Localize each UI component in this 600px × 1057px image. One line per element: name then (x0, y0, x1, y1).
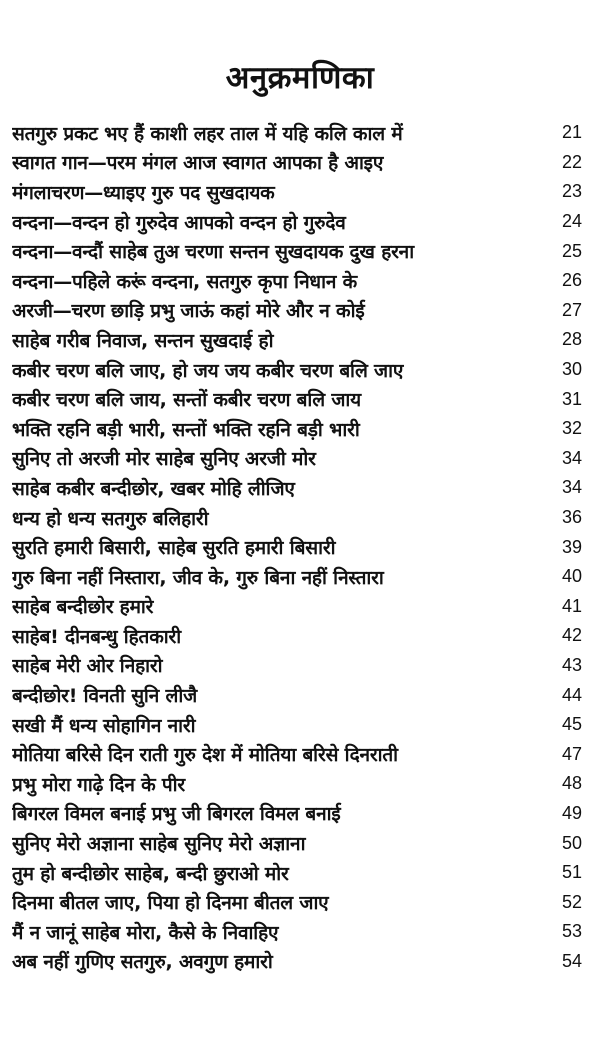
toc-entry-page-number: 34 (561, 447, 582, 468)
toc-entry-title: दिनमा बीतल जाए, पिया हो दिनमा बीतल जाए (12, 892, 329, 915)
toc-entry-page-number: 27 (561, 299, 582, 320)
toc-entry (12, 828, 588, 858)
toc-entry-page-number: 31 (561, 388, 582, 409)
toc-entry (12, 621, 588, 651)
toc-entry-page-number: 41 (561, 595, 582, 616)
toc-entry (12, 414, 588, 444)
toc-entry (12, 118, 588, 148)
toc-entry-page-number: 26 (561, 270, 582, 291)
toc-entry-title: मोतिया बरिसे दिन राती गुरु देश में मोतिया बरिसे दिनराती (12, 744, 398, 767)
toc-entry-page-number: 48 (561, 773, 582, 794)
toc-entry-title: मैं न जानूं साहेब मोरा, कैसे के निवाहिए (12, 921, 279, 944)
toc-entry (12, 858, 588, 888)
toc-entry-title: सतगुरु प्रकट भए हैं काशी लहर ताल में यहि कलि काल में (12, 122, 403, 145)
toc-entry (12, 325, 588, 355)
toc-entry-title: साहेब कबीर बन्दीछोर, खबर मोहि लीजिए (12, 477, 295, 500)
toc-entry-title: अब नहीं गुणिए सतगुरु, अवगुण हमारो (12, 951, 273, 974)
toc-entry (12, 355, 588, 385)
toc-entry-page-number: 42 (561, 625, 582, 646)
toc-entry-page-number: 22 (561, 151, 582, 172)
toc-entry-page-number: 25 (561, 240, 582, 261)
toc-entry-title: साहेब मेरी ओर निहारो (12, 655, 163, 678)
toc-entry-title: भक्ति रहनि बड़ी भारी, सन्तों भक्ति रहनि बड़ी भारी (12, 418, 360, 441)
toc-entry-title: सुरति हमारी बिसारी, साहेब सुरति हमारी बिसारी (12, 537, 336, 560)
table-of-contents (12, 118, 588, 976)
toc-entry (12, 266, 588, 296)
toc-entry-title: कबीर चरण बलि जाए, हो जय जय कबीर चरण बलि जाए (12, 359, 404, 382)
toc-entry-title: बन्दीछोर! विनती सुनि लीजै (12, 685, 198, 708)
toc-entry-page-number: 43 (561, 654, 582, 675)
toc-entry-page-number: 40 (561, 566, 582, 587)
toc-entry (12, 592, 588, 622)
toc-entry-title: साहेब! दीनबन्धु हितकारी (12, 625, 181, 648)
toc-entry-page-number: 34 (561, 477, 582, 498)
toc-entry-page-number: 54 (561, 950, 582, 971)
toc-entry-page-number: 30 (561, 359, 582, 380)
toc-entry-page-number: 53 (561, 921, 582, 942)
toc-entry (12, 739, 588, 769)
toc-entry-title: गुरु बिना नहीं निस्तारा, जीव के, गुरु बिना नहीं निस्तारा (12, 566, 384, 589)
toc-entry (12, 917, 588, 947)
toc-entry-page-number: 21 (561, 122, 582, 143)
toc-entry-title: स्वागत गान—परम मंगल आज स्वागत आपका है आइए (12, 152, 384, 175)
toc-entry (12, 207, 588, 237)
toc-entry (12, 680, 588, 710)
toc-entry (12, 651, 588, 681)
toc-entry-page-number: 49 (561, 802, 582, 823)
toc-entry-title: प्रभु मोरा गाढ़े दिन के पीर (12, 773, 185, 796)
toc-entry-page-number: 36 (561, 507, 582, 528)
toc-entry-title: धन्य हो धन्य सतगुरु बलिहारी (12, 507, 209, 530)
toc-entry-title: कबीर चरण बलि जाय, सन्तों कबीर चरण बलि जाय (12, 389, 361, 412)
toc-entry-title: साहेब गरीब निवाज, सन्तन सुखदाई हो (12, 329, 274, 352)
toc-entry-title: सुनिए मेरो अज्ञाना साहेब सुनिए मेरो अज्ञाना (12, 833, 306, 856)
toc-entry-title: अरजी—चरण छाड़ि प्रभु जाऊं कहां मोरे और न कोई (12, 300, 365, 323)
toc-entry-page-number: 47 (561, 743, 582, 764)
toc-entry-title: तुम हो बन्दीछोर साहेब, बन्दी छुराओ मोर (12, 862, 289, 885)
toc-entry-title: वन्दना—वन्दौं साहेब तुअ चरणा सन्तन सुखदायक दुख हरना (12, 241, 414, 264)
toc-entry-page-number: 32 (561, 418, 582, 439)
toc-entry (12, 236, 588, 266)
toc-entry-page-number: 23 (561, 181, 582, 202)
toc-entry (12, 177, 588, 207)
page-title: अनुक्रमणिका (225, 60, 375, 96)
toc-entry (12, 296, 588, 326)
toc-entry-page-number: 50 (561, 832, 582, 853)
toc-entry (12, 148, 588, 178)
toc-entry (12, 444, 588, 474)
toc-entry-title: सुनिए तो अरजी मोर साहेब सुनिए अरजी मोर (12, 448, 316, 471)
toc-entry (12, 947, 588, 977)
toc-entry-title: मंगलाचरण—ध्याइए गुरु पद सुखदायक (12, 181, 275, 204)
toc-entry (12, 710, 588, 740)
toc-entry (12, 473, 588, 503)
toc-entry-page-number: 39 (561, 536, 582, 557)
toc-entry-page-number: 52 (561, 891, 582, 912)
toc-entry (12, 887, 588, 917)
toc-entry-title: सखी मैं धन्य सोहागिन नारी (12, 714, 196, 737)
toc-entry (12, 769, 588, 799)
toc-entry (12, 503, 588, 533)
toc-entry (12, 384, 588, 414)
toc-entry-page-number: 51 (561, 862, 582, 883)
toc-entry (12, 799, 588, 829)
toc-entry-title: वन्दना—वन्दन हो गुरुदेव आपको वन्दन हो गुरुदेव (12, 211, 346, 234)
toc-entry-page-number: 28 (561, 329, 582, 350)
toc-entry-title: बिगरल विमल बनाई प्रभु जी बिगरल विमल बनाई (12, 803, 341, 826)
toc-entry-title: साहेब बन्दीछोर हमारे (12, 596, 154, 619)
toc-entry (12, 562, 588, 592)
toc-entry-page-number: 44 (561, 684, 582, 705)
toc-entry-page-number: 45 (561, 714, 582, 735)
toc-entry-page-number: 24 (561, 211, 582, 232)
toc-entry (12, 532, 588, 562)
toc-entry-title: वन्दना—पहिले करूं वन्दना, सतगुरु कृपा निधान के (12, 270, 357, 293)
